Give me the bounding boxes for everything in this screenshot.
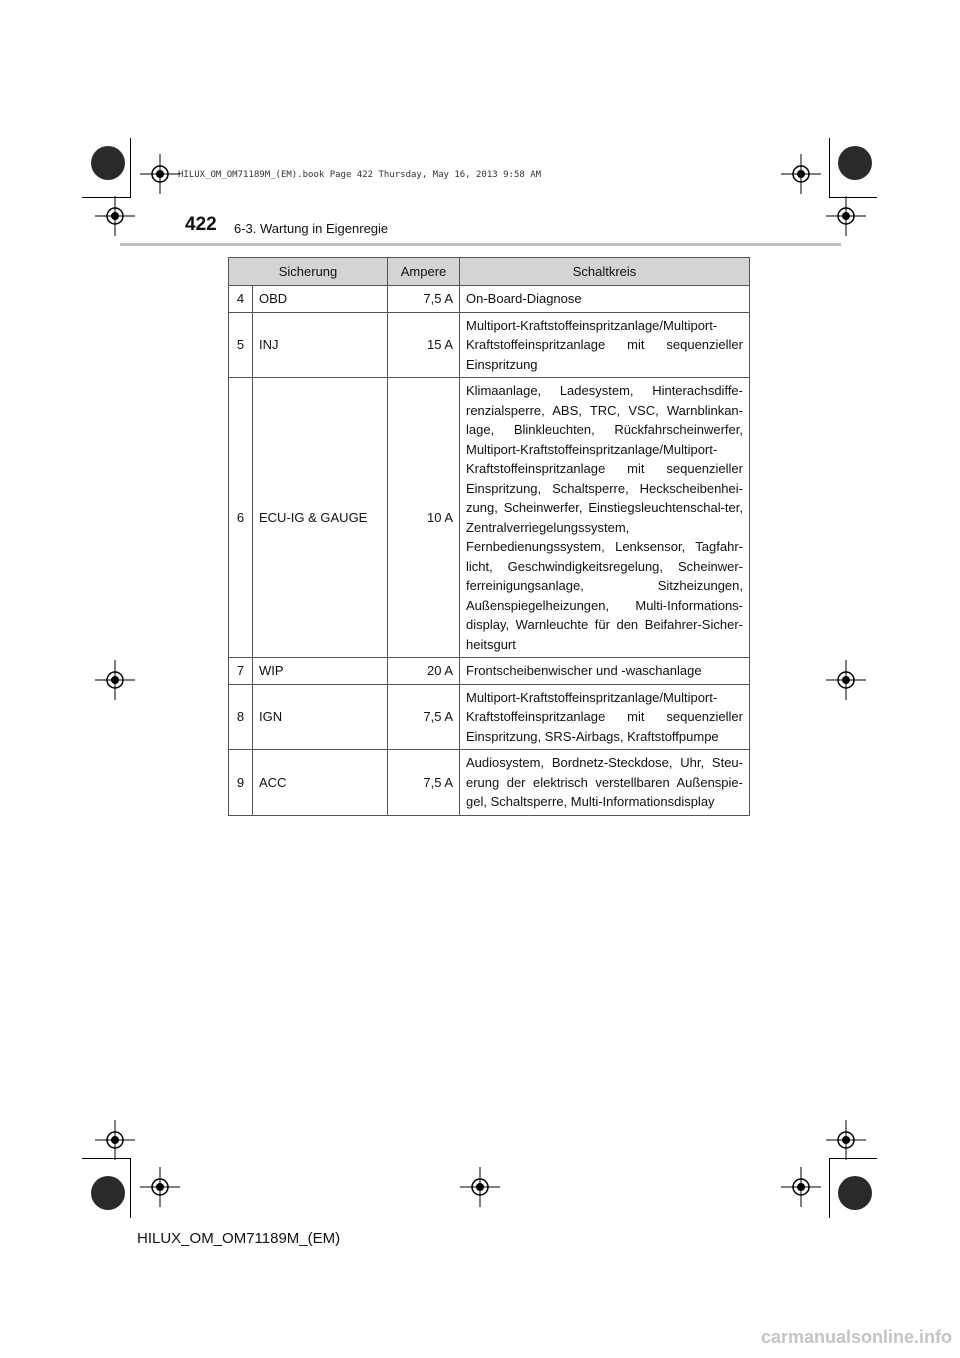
- fuse-number: 8: [229, 684, 253, 750]
- fuse-circuit: Audiosystem, Bordnetz-Steckdose, Uhr, Steu-erung der elektrisch verstellbaren Außenspie-gel, Schaltsperre, Multi-Informationsdisplay: [460, 750, 750, 816]
- header-rule: [120, 243, 841, 246]
- crosshair-icon: [95, 660, 135, 700]
- fuse-number: 5: [229, 312, 253, 378]
- crop-mark: [829, 138, 830, 198]
- crosshair-icon: [140, 1167, 180, 1207]
- column-header-fuse: Sicherung: [229, 258, 388, 286]
- page-number: 422: [185, 214, 217, 235]
- registration-disk-icon: [838, 1176, 872, 1210]
- crosshair-icon: [95, 1120, 135, 1160]
- table-row: [229, 750, 750, 816]
- fuse-name: OBD: [253, 286, 388, 313]
- fuse-number: 7: [229, 658, 253, 685]
- crosshair-icon: [781, 154, 821, 194]
- fuse-circuit: Multiport-Kraftstoffeinspritzanlage/Multiport-Kraftstoffeinspritzanlage mit sequenzieller Einspritzung, SRS-Airbags, Kraftstoffpumpe: [460, 684, 750, 750]
- registration-disk-icon: [91, 146, 125, 180]
- fuse-table: [228, 257, 750, 816]
- table-row: [229, 658, 750, 685]
- fuse-circuit: Klimaanlage, Ladesystem, Hinterachsdiffe-renzialsperre, ABS, TRC, VSC, Warnblinkan-lage, Blinkleuchten, Rückfahrscheinwerfer, Multiport-Kraftstoffeinspritzanlage/Multiport-Kraftstoffeinspritzanlage mit sequenzieller Einspritzung, Schaltsperre, Heckscheibenhei-zung, Scheinwerfer, Einstiegsleuchtenschal-ter, Zentralverriegelungssystem, Fernbedienungssystem, Lenksensor, Tagfahr-licht, Geschwindigkeitsregelung, Scheinwer-ferreinigungsanlage, Sitzheizungen, Außenspiegelheizungen, Multi-Informations-display, Warnleuchte für den Beifahrer-Sicher-heitsgurt: [460, 378, 750, 658]
- fuse-name: INJ: [253, 312, 388, 378]
- fuse-number: 6: [229, 378, 253, 658]
- fuse-ampere: 7,5 A: [388, 750, 460, 816]
- fuse-name: ECU-IG & GAUGE: [253, 378, 388, 658]
- fuse-ampere: 7,5 A: [388, 286, 460, 313]
- fuse-ampere: 20 A: [388, 658, 460, 685]
- crop-mark: [829, 1158, 830, 1218]
- registration-disk-icon: [838, 146, 872, 180]
- crosshair-icon: [826, 196, 866, 236]
- fuse-number: 4: [229, 286, 253, 313]
- fuse-name: ACC: [253, 750, 388, 816]
- table-header-row: [229, 258, 750, 286]
- crosshair-icon: [95, 196, 135, 236]
- registration-disk-icon: [91, 1176, 125, 1210]
- fuse-name: WIP: [253, 658, 388, 685]
- table-row: [229, 286, 750, 313]
- crop-mark: [130, 1158, 131, 1218]
- fuse-ampere: 15 A: [388, 312, 460, 378]
- document-code: HILUX_OM_OM71189M_(EM): [137, 1230, 341, 1247]
- fuse-ampere: 7,5 A: [388, 684, 460, 750]
- crop-mark: [130, 138, 131, 198]
- fuse-circuit: On-Board-Diagnose: [460, 286, 750, 313]
- column-header-ampere: Ampere: [388, 258, 460, 286]
- book-info-line: HILUX_OM_OM71189M_(EM).book Page 422 Thursday, May 16, 2013 9:58 AM: [178, 170, 542, 180]
- fuse-ampere: 10 A: [388, 378, 460, 658]
- column-header-circuit: Schaltkreis: [460, 258, 750, 286]
- fuse-name: IGN: [253, 684, 388, 750]
- table-row: [229, 684, 750, 750]
- crosshair-icon: [826, 1120, 866, 1160]
- table-row: [229, 378, 750, 658]
- crosshair-icon: [781, 1167, 821, 1207]
- crosshair-icon: [140, 154, 180, 194]
- fuse-number: 9: [229, 750, 253, 816]
- fuse-circuit: Multiport-Kraftstoffeinspritzanlage/Multiport-Kraftstoffeinspritzanlage mit sequenzieller Einspritzung: [460, 312, 750, 378]
- table-row: [229, 312, 750, 378]
- crosshair-icon: [826, 660, 866, 700]
- crosshair-icon: [460, 1167, 500, 1207]
- fuse-circuit: Frontscheibenwischer und -waschanlage: [460, 658, 750, 685]
- watermark: carmanualsonline.info: [760, 1327, 952, 1347]
- section-title: 6-3. Wartung in Eigenregie: [234, 221, 389, 236]
